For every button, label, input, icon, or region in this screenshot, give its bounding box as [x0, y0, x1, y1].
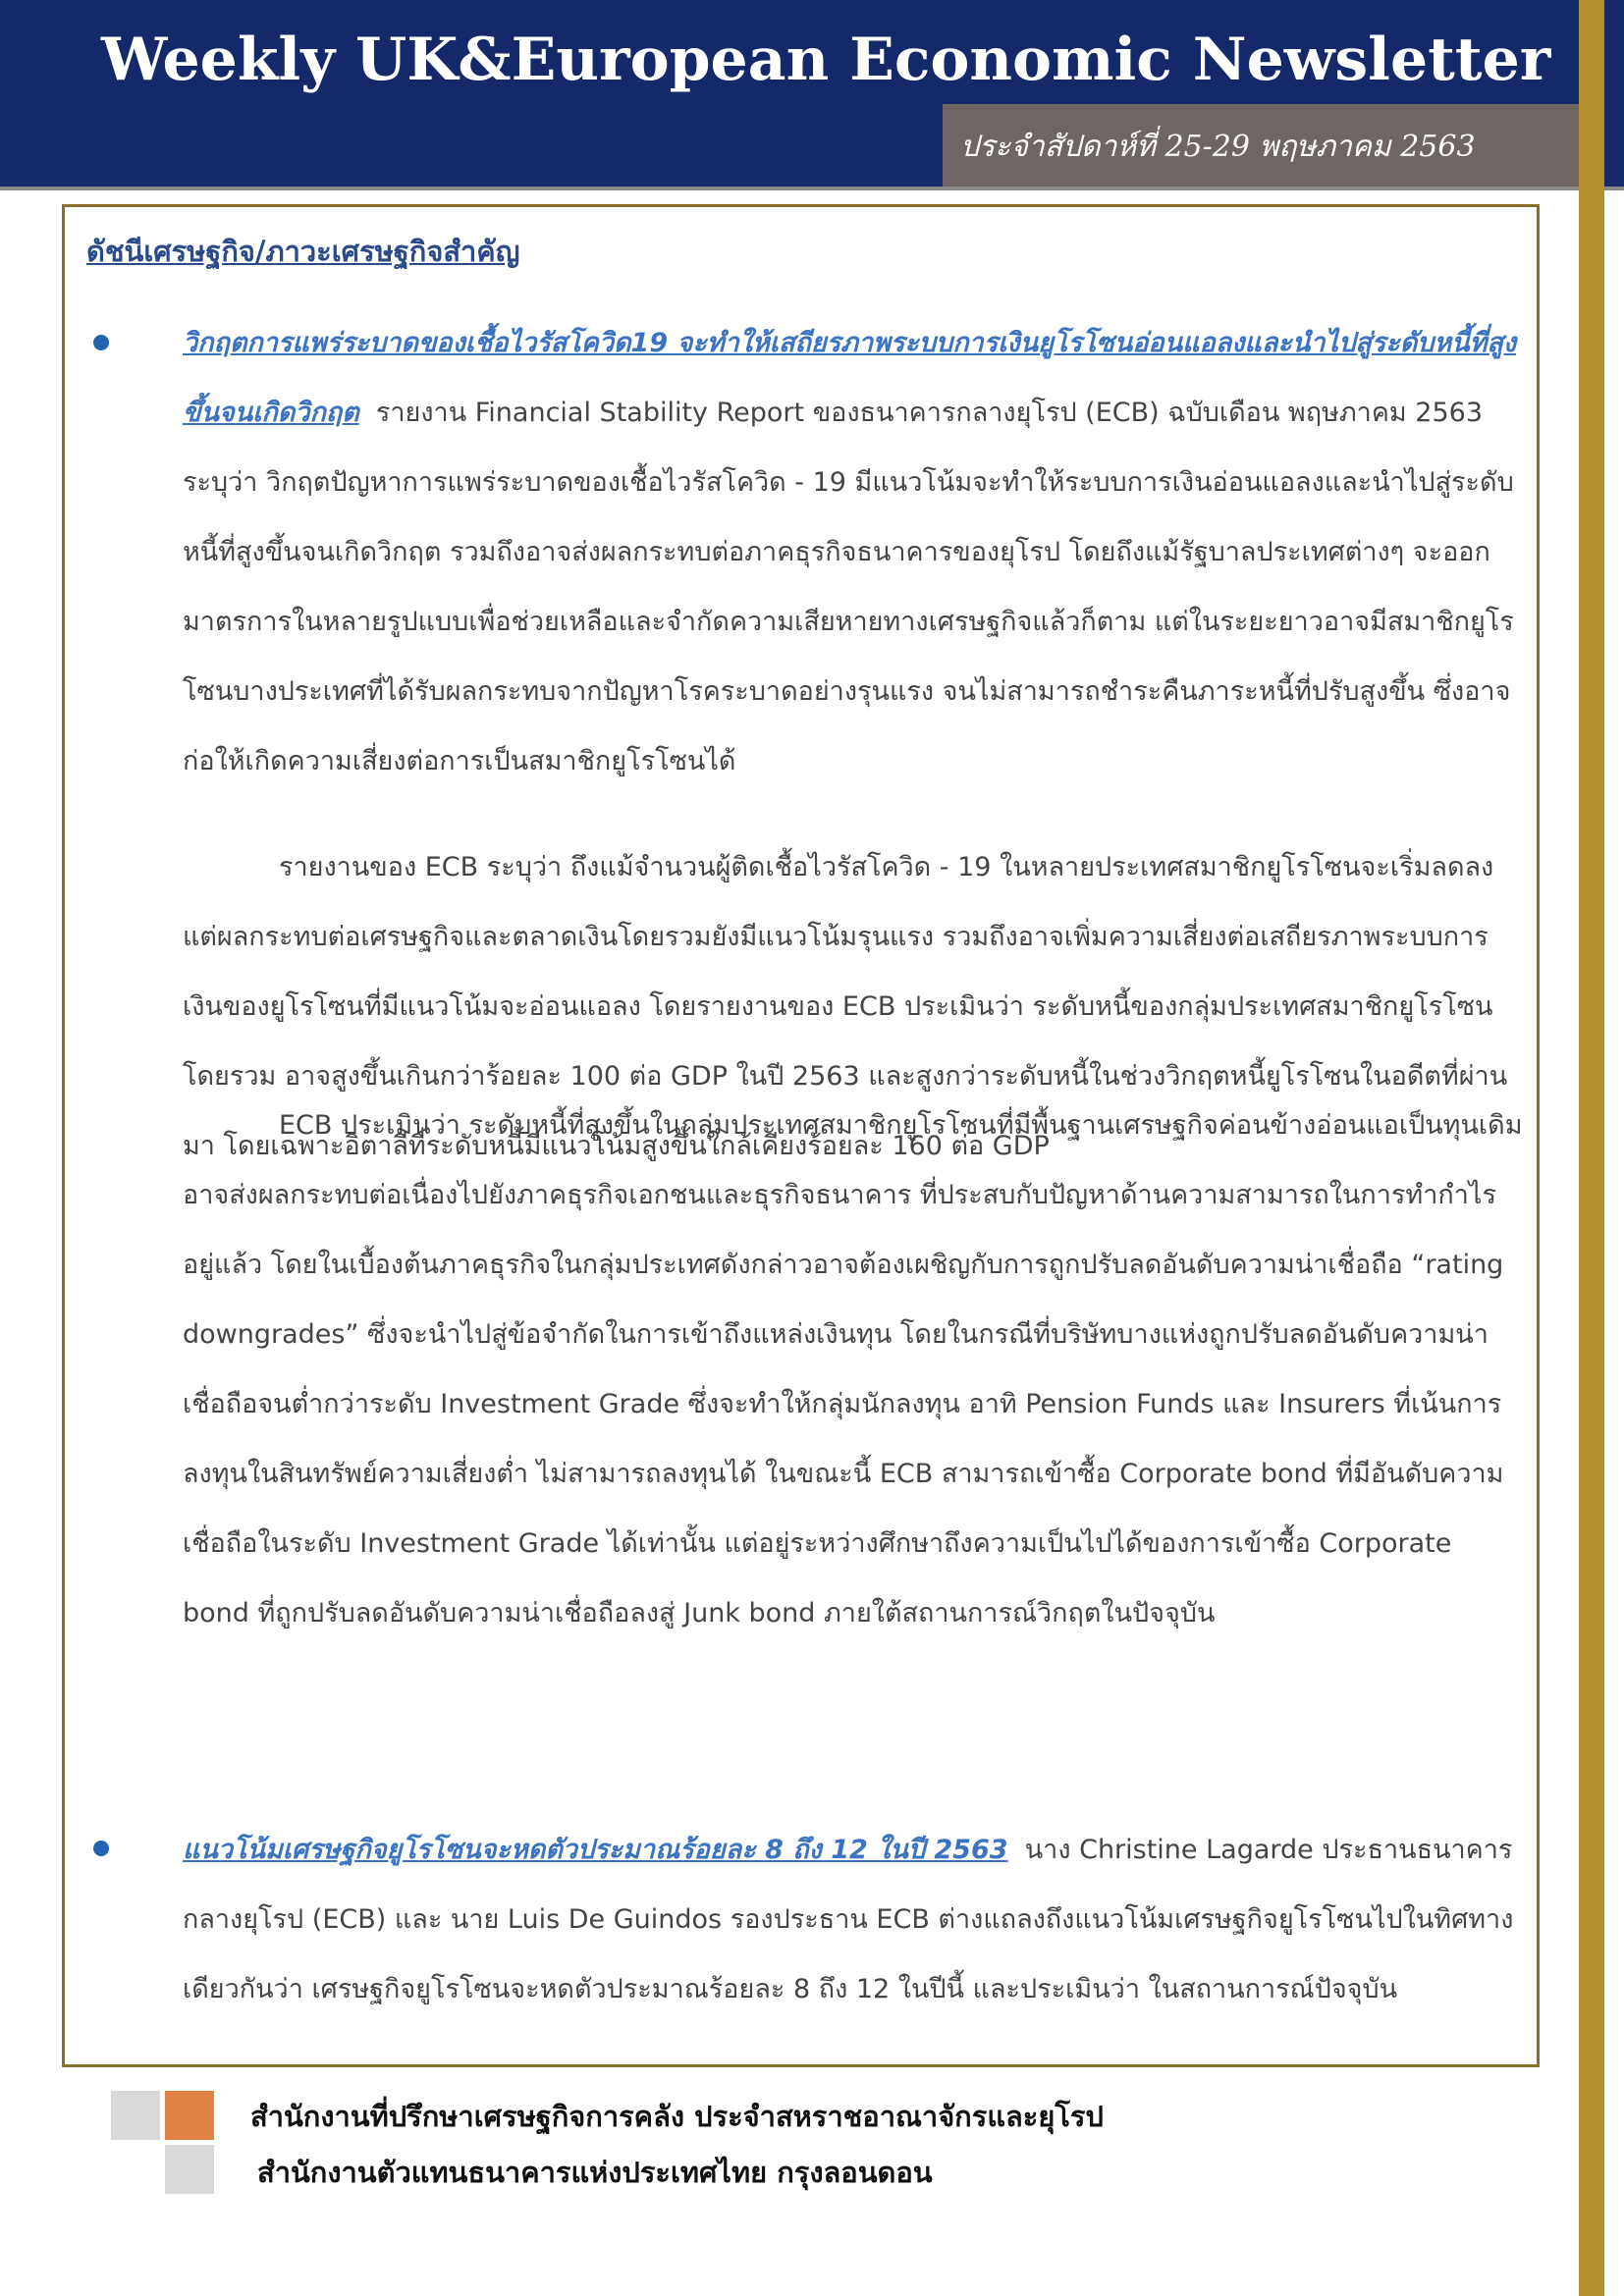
- bullet-icon: [93, 1841, 109, 1856]
- logo-square-gray-icon: [165, 2145, 214, 2194]
- section-heading: ดัชนีเศรษฐกิจ/ภาวะเศรษฐกิจสำคัญ: [86, 235, 520, 268]
- news-item-2-body: นาง Christine Lagarde ประธานธนาคารกลางยุโรป (ECB) และ นาย Luis De Guindos รองประธาน ECB ต่างแถลงถึงแนวโน้มเศรษฐกิจยูโรโซนไปในทิศทางเดียวกันว่า เศรษฐกิจยูโรโซนจะหดตัวประมาณร้อยละ 8 ถึง 12 ในปีนี้ และประเมินว่า ในสถานการณ์ปัจจุบัน: [183, 1835, 1514, 2004]
- news-item-1: [183, 308, 1523, 796]
- logo-square-gray-icon: [111, 2091, 160, 2140]
- date-bar: [943, 104, 1579, 187]
- office-logo-icon: [111, 2091, 219, 2199]
- newsletter-title: Weekly UK&European Economic Newsletter: [101, 26, 1551, 94]
- bullet-icon: [93, 335, 109, 350]
- newsletter-header: [0, 0, 1624, 190]
- news-item-2: [183, 1815, 1523, 2024]
- logo-square-orange-icon: [165, 2091, 214, 2140]
- news-item-2-headline-link[interactable]: แนวโน้มเศรษฐกิจยูโรโซนจะหดตัวประมาณร้อยละ 8 ถึง 12 ในปี 2563: [183, 1835, 1008, 1865]
- gold-side-bar: [1579, 0, 1604, 2296]
- issue-date: ประจำสัปดาห์ที่ 25-29 พฤษภาคม 2563: [960, 130, 1476, 164]
- news-item-1-paragraph-3: ECB ประเมินว่า ระดับหนี้ที่สูงขึ้นในกลุ่มประเทศสมาชิกยูโรโซนที่มีพื้นฐานเศรษฐกิจค่อนข้างอ่อนแอเป็นทุนเดิม อาจส่งผลกระทบต่อเนื่องไปยังภาคธุรกิจเอกชนและธุรกิจธนาคาร ที่ประสบกับปัญหาด้านความสามารถในการทำกำไรอยู่แล้ว โดยในเบื้องต้นภาคธุรกิจในกลุ่มประเทศดังกล่าวอาจต้องเผชิญกับการถูกปรับลดอันดับความน่าเชื่อถือ “rating downgrades” ซึ่งจะนำไปสู่ข้อจำกัดในการเข้าถึงแหล่งเงินทุน โดยในกรณีที่บริษัทบางแห่งถูกปรับลดอันดับความน่าเชื่อถือจนต่ำกว่าระดับ Investment Grade ซึ่งจะทำให้กลุ่มนักลงทุน อาทิ Pension Funds และ Insurers ที่เน้นการลงทุนในสินทรัพย์ความเสี่ยงต่ำ ไม่สามารถลงทุนได้ ในขณะนี้ ECB สามารถเข้าซื้อ Corporate bond ที่มีอันดับความเชื่อถือในระดับ Investment Grade ได้เท่านั้น แต่อยู่ระหว่างศึกษาถึงความเป็นไปได้ของการเข้าซื้อ Corporate bond ที่ถูกปรับลดอันดับความน่าเชื่อถือลงสู่ Junk bond ภายใต้สถานการณ์วิกฤตในปัจจุบัน: [183, 1110, 1523, 1629]
- news-item-1-body: รายงาน Financial Stability Report ของธนาคารกลางยุโรป (ECB) ฉบับเดือน พฤษภาคม 2563 ระบุว่า วิกฤตปัญหาการแพร่ระบาดของเชื้อไวรัสโควิด - 19 มีแนวโน้มจะทำให้ระบบการเงินอ่อนแอลงและนำไปสู่ระดับหนี้ที่สูงขึ้นจนเกิดวิกฤต รวมถึงอาจส่งผลกระทบต่อภาคธุรกิจธนาคารของยุโรป โดยถึงแม้รัฐบาลประเทศต่างๆ จะออกมาตรการในหลายรูปแบบเพื่อช่วยเหลือและจำกัดความเสียหายทางเศรษฐกิจแล้วก็ตาม แต่ในระยะยาวอาจมีสมาชิกยูโรโซนบางประเทศที่ได้รับผลกระทบจากปัญหาโรคระบาดอย่างรุนแรง จนไม่สามารถชำระคืนภาระหนี้ที่ปรับสูงขึ้น ซึ่งอาจก่อให้เกิดความเสี่ยงต่อการเป็นสมาชิกยูโรโซนได้: [183, 398, 1514, 776]
- footer-office-name: สำนักงานที่ปรึกษาเศรษฐกิจการคลัง ประจำสหราชอาณาจักรและยุโรป: [250, 2100, 1104, 2133]
- content-box: [62, 204, 1540, 2067]
- news-item-1-headline-link[interactable]: วิกฤตการแพร่ระบาดของเชื้อไวรัสโควิด19 จะทำให้เสถียรภาพระบบการเงินยูโรโซนอ่อนแอลงและนำไปสู่ระดับหนี้ที่สูงขึ้นจนเกิดวิกฤต: [183, 328, 1517, 428]
- footer-office-branch: สำนักงานตัวแทนธนาคารแห่งประเทศไทย กรุงลอนดอน: [257, 2156, 933, 2189]
- news-item-1-paragraph-2: รายงานของ ECB ระบุว่า ถึงแม้จำนวนผู้ติดเชื้อไวรัสโควิด - 19 ในหลายประเทศสมาชิกยูโรโซนจะเริ่มลดลง แต่ผลกระทบต่อเศรษฐกิจและตลาดเงินโดยรวมยังมีแนวโน้มรุนแรง รวมถึงอาจเพิ่มความเสี่ยงต่อเสถียรภาพระบบการเงินของยูโรโซนที่มีแนวโน้มจะอ่อนแอลง โดยรายงานของ ECB ประเมินว่า ระดับหนี้ของกลุ่มประเทศสมาชิกยูโรโซนโดยรวม อาจสูงขึ้นเกินกว่าร้อยละ 100 ต่อ GDP ในปี 2563 และสูงกว่าระดับหนี้ในช่วงวิกฤตหนี้ยูโรโซนในอดีตที่ผ่านมา โดยเฉพาะอิตาลีที่ระดับหนี้มีแนวโน้มสูงขึ้นใกล้เคียงร้อยละ 160 ต่อ GDP: [183, 852, 1508, 1161]
